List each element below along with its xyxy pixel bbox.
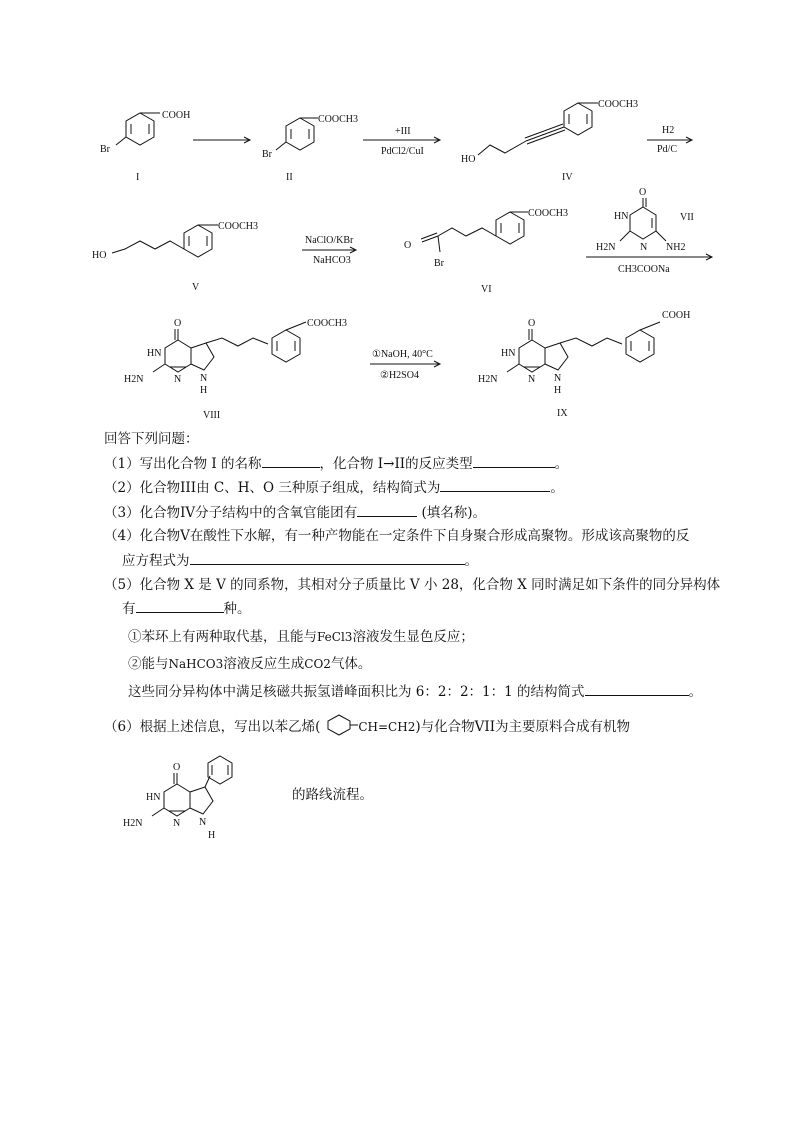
compound-iv-ho: HO [461, 154, 476, 165]
compound-ii-label: II [286, 172, 293, 183]
questions-intro: 回答下列问题： [104, 431, 199, 447]
c3-text-a: 这些同分异构体中满足核磁共振氢谱峰面积比为 6：2：2：1：1 的结构简式 [128, 684, 585, 700]
compound-vi-o: O [404, 240, 412, 251]
step6-base: ①NaOH, 40°C [372, 349, 433, 360]
target-o: O [173, 762, 181, 773]
compound-iv-label: IV [562, 172, 573, 183]
compound-viii-h2n: H2N [124, 374, 144, 385]
compound-ix-o: O [528, 318, 536, 329]
q6-text-c: )与化合物VII为主要原料合成有机物 [415, 719, 631, 735]
q5-blank-count[interactable] [136, 599, 224, 613]
q5-text-a: （5）化合物 X 是 V 的同系物，其相对分子质量比 V 小 28，化合物 X 同时满足如下条件的同分异构体 [104, 577, 721, 593]
compound-vii-o: O [639, 187, 647, 198]
q6-vinyl: CH=CH2 [358, 720, 416, 734]
condition-1 [128, 628, 474, 646]
condition-2 [128, 655, 371, 673]
compound-viii-h: H [200, 385, 208, 396]
question-6-cont: 的路线流程。 [292, 787, 373, 803]
compound-viii-hn: HN [147, 348, 162, 359]
compound-ix-cooh: COOH [662, 310, 691, 321]
c2-text-c: 溶液反应生成 [223, 656, 305, 672]
compound-vi-ester: COOCH3 [528, 208, 569, 219]
compound-ix-h2n: H2N [478, 374, 498, 385]
q1-text-c: 。 [554, 456, 569, 472]
compound-iv-ester: COOCH3 [598, 99, 639, 110]
c3-text-b: 。 [688, 684, 703, 700]
compound-viii-ester: COOCH3 [307, 318, 348, 329]
question-3 [104, 503, 486, 522]
compound-viii-n: N [174, 374, 182, 385]
compound-ix-h: H [554, 385, 562, 396]
compound-viii-nh: N [200, 373, 208, 384]
question-4-cont [122, 551, 478, 570]
q5-text-b: 有 [122, 601, 136, 617]
step6-acid: ②H2SO4 [380, 370, 419, 381]
target-h2n: H2N [123, 818, 143, 829]
question-4 [104, 527, 689, 545]
q1-text-a: （1）写出化合物 I 的名称 [104, 456, 262, 472]
compound-vii-h2n: H2N [596, 242, 616, 253]
q6-text-a: （6）根据上述信息，写出以苯乙烯( [104, 719, 321, 735]
compound-v-ho: HO [92, 250, 107, 261]
compound-ii-ester: COOCH3 [318, 114, 359, 125]
question-2 [104, 478, 564, 497]
compound-vii-n: N [640, 242, 648, 253]
reaction-scheme-drawing [0, 0, 800, 430]
question-5-cont [122, 599, 251, 618]
q5-text-c: 种。 [223, 601, 251, 617]
compound-viii-o: O [174, 318, 182, 329]
condition-3 [128, 682, 702, 701]
q2-text-a: （2）化合物III由 C、H、O 三种原子组成，结构简式为 [104, 480, 441, 496]
c1-text-c: 溶液发生显色反应； [352, 629, 474, 645]
compound-i-label: I [136, 172, 140, 183]
target-molecule [120, 752, 290, 842]
compound-vi-br: Br [434, 258, 444, 269]
step3-reagent: H2 [662, 125, 675, 136]
compound-ix-n: N [528, 374, 536, 385]
compound-vii-hn: HN [614, 211, 629, 222]
q4-text-b: 应方程式为 [122, 553, 190, 569]
target-nh: N [199, 817, 207, 828]
step2-catalyst: PdCl2/CuI [381, 146, 424, 157]
q3-text-a: （3）化合物IV分子结构中的含氧官能团有 [104, 505, 358, 521]
compound-viii-label: VIII [203, 410, 221, 421]
c2-formula-2: CO2 [304, 657, 331, 671]
q3-blank-groups[interactable] [357, 503, 417, 517]
compound-vii-nh2: NH2 [666, 242, 686, 253]
q4-text-a: （4）化合物V在酸性下水解，有一种产物能在一定条件下自身聚合形成高聚物。形成该高聚物的反 [104, 528, 690, 544]
compound-ii-br: Br [262, 149, 272, 160]
c2-formula-1: NaHCO3 [168, 657, 224, 671]
step4-base: NaHCO3 [313, 255, 351, 266]
compound-v-label: V [192, 282, 200, 293]
step4-reagent: NaClO/KBr [305, 235, 354, 246]
q1-blank-name[interactable] [262, 454, 320, 468]
c2-text-e: 气体。 [330, 656, 372, 672]
styrene-structure [320, 714, 358, 741]
compound-ix-label: IX [557, 408, 568, 419]
question-5 [104, 576, 720, 594]
compound-i-br: Br [100, 144, 110, 155]
c2-text-a: ②能与 [128, 656, 169, 672]
q2-blank-structure[interactable] [440, 478, 550, 492]
q1-blank-reaction-type[interactable] [473, 454, 555, 468]
reaction-scheme [0, 0, 800, 430]
q4-text-c: 。 [464, 553, 478, 569]
compound-vi-label: VI [481, 284, 492, 295]
target-h: H [208, 830, 216, 841]
compound-vii-label: VII [680, 212, 694, 223]
step5-reagent: CH3COONa [618, 264, 670, 275]
q4-blank-equation[interactable] [190, 551, 465, 565]
c1-formula: FeCl3 [317, 630, 353, 644]
c1-text-a: ①苯环上有两种取代基，且能与 [128, 629, 317, 645]
q3-text-b: (填名称)。 [417, 505, 486, 521]
question-6 [104, 714, 630, 741]
compound-ix-hn: HN [501, 348, 516, 359]
q1-text-b: ，化合物 I→II的反应类型 [319, 456, 473, 472]
question-1 [104, 454, 568, 473]
target-hn: HN [146, 792, 161, 803]
step3-catalyst: Pd/C [657, 144, 678, 155]
c3-blank-structure[interactable] [585, 682, 689, 696]
target-n: N [173, 818, 181, 829]
step2-reagent: +III [395, 126, 411, 137]
q2-text-b: 。 [550, 480, 564, 496]
compound-ix-nh: N [554, 373, 562, 384]
compound-i-cooh: COOH [162, 110, 191, 121]
target-molecule-drawing [120, 752, 290, 842]
compound-v-ester: COOCH3 [218, 221, 259, 232]
